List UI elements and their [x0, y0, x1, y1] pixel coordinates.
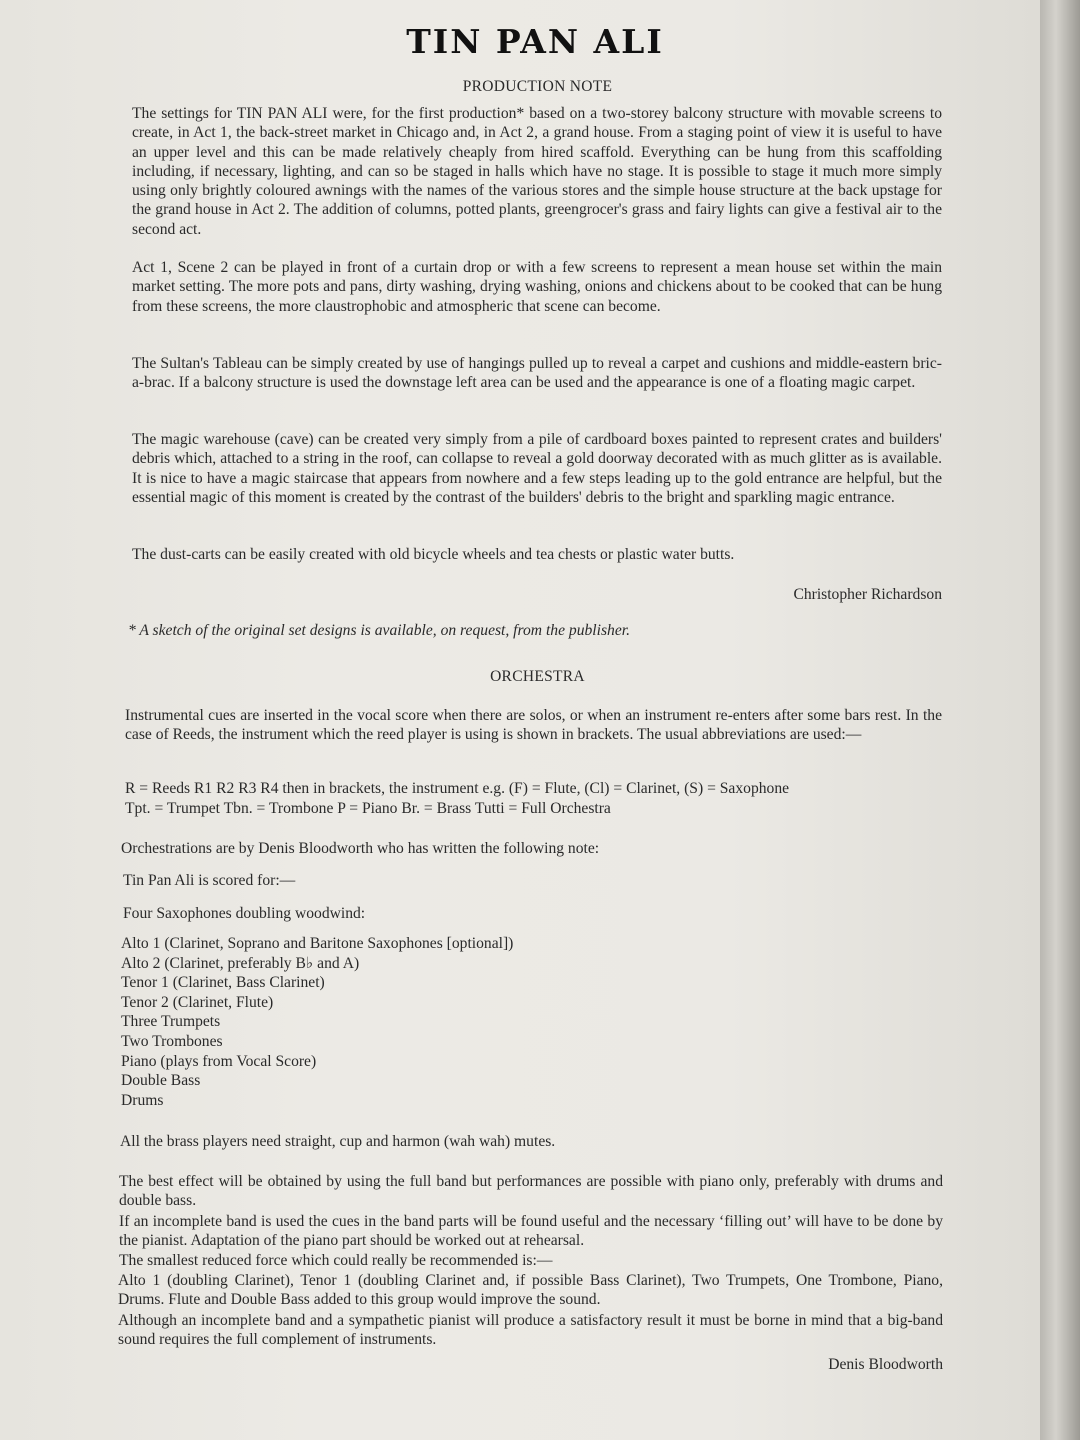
production-paragraph-5: The dust-carts can be easily created with old bicycle wheels and tea chests or plastic water butts. — [132, 546, 735, 563]
instrument-item: Three Trumpets — [121, 1013, 221, 1031]
orchestrations-note: Orchestrations are by Denis Bloodworth who has written the following note: — [121, 840, 600, 857]
orchestra-intro: Instrumental cues are inserted in the vocal score when there are solos, or when an instrument re-enters after some bars rest. In the case of Reeds, the instrument which the reed player is using is shown in brackets. The usual abbreviations are used:— — [125, 707, 942, 744]
instrument-item: Tenor 2 (Clarinet, Flute) — [121, 993, 274, 1011]
orchestra-signature: Denis Bloodworth — [828, 1356, 943, 1373]
production-paragraph-4: The magic warehouse (cave) can be created very simply from a pile of cardboard boxes painted to represent crates and builders' debris which, attached to a string in the roof, can collapse to reveal a gold doorway decorated with as much glitter as is available. It is nice to have a magic staircase that appears from nowhere and a few steps leading up to the gold entrance are helpful, but the essential magic of this moment is created by the contrast of the builders' debris to the bright and sparkling magic entrance. — [132, 431, 942, 506]
instrument-item: Tenor 1 (Clarinet, Bass Clarinet) — [121, 974, 325, 992]
final-note-5: Although an incomplete band and a sympathetic pianist will produce a satisfactory result it must be borne in mind that a big-band sound requires the full complement of instruments. — [118, 1312, 943, 1349]
instrument-list — [121, 934, 513, 1110]
abbreviations-line-2: Tpt. = Trumpet Tbn. = Trombone P = Piano Br. = Brass Tutti = Full Orchestra — [125, 800, 611, 817]
production-paragraph-2: Act 1, Scene 2 can be played in front of a curtain drop or with a few screens to represent a mean house set within the main market setting. The more pots and pans, dirty washing, drying washing, onions and chickens about to be cooked that can be hung from these screens, the more claustrophobic and atmospheric that scene can become. — [132, 259, 942, 315]
final-note-3: The smallest reduced force which could really be recommended is:— — [119, 1252, 553, 1269]
instrument-item: Piano (plays from Vocal Score) — [121, 1052, 317, 1070]
page-title: TIN PAN ALI — [406, 22, 664, 61]
final-note-2: If an incomplete band is used the cues in the band parts will be found useful and the necessary ‘filling out’ will have to be done by the pianist. Adaptation of the piano part should be worked out at rehearsal. — [119, 1213, 943, 1250]
production-note-heading: PRODUCTION NOTE — [462, 78, 613, 95]
instrument-item: Alto 1 (Clarinet, Soprano and Baritone Saxophones [optional]) — [121, 935, 514, 952]
abbreviations-line-1: R = Reeds R1 R2 R3 R4 then in brackets, the instrument e.g. (F) = Flute, (Cl) = Clarinet, (S) = Saxophone — [125, 780, 790, 797]
scored-for: Tin Pan Ali is scored for:— — [123, 872, 296, 889]
footnote: * A sketch of the original set designs is available, on request, from the publisher. — [128, 622, 630, 639]
instrument-item: Double Bass — [121, 1072, 201, 1090]
orchestra-heading: ORCHESTRA — [490, 668, 585, 685]
production-signature: Christopher Richardson — [793, 586, 942, 603]
brass-mutes-note: All the brass players need straight, cup and harmon (wah wah) mutes. — [120, 1133, 556, 1150]
instrument-item: Alto 2 (Clarinet, preferably B♭ and A) — [121, 954, 360, 972]
instrument-item: Two Trombones — [121, 1032, 223, 1050]
four-saxophones: Four Saxophones doubling woodwind: — [123, 905, 366, 922]
page-edge — [1040, 0, 1080, 1440]
production-paragraph-1: The settings for TIN PAN ALI were, for the first production* based on a two-storey balcony structure with movable screens to create, in Act 1, the back-street market in Chicago and, in Act 2, a grand house. From a staging point of view it is useful to have an upper level and this can be made relatively cheaply from hired scaffold. Everything can be hung from this scaffolding including, if necessary, lighting, and can so be staged in halls which have no stage. It is possible to stage it much more simply using only brightly coloured awnings with the names of the various stores and the simple house structure at the back upstage for the grand house in Act 2. The addition of columns, potted plants, greengrocer's grass and fairy lights can give a festival air to the second act. — [132, 105, 942, 238]
final-note-1: The best effect will be obtained by using the full band but performances are possible with piano only, preferably with drums and double bass. — [119, 1173, 943, 1210]
production-paragraph-3: The Sultan's Tableau can be simply created by use of hangings pulled up to reveal a carpet and cushions and middle-eastern bric-a-brac. If a balcony structure is used the downstage left area can be used and the appearance is one of a floating magic carpet. — [132, 355, 942, 392]
instrument-item: Drums — [121, 1091, 164, 1109]
final-note-4: Alto 1 (doubling Clarinet), Tenor 1 (doubling Clarinet and, if possible Bass Clarinet), Two Trumpets, One Trombone, Piano, Drums. Flute and Double Bass added to this group would improve the sound. — [118, 1272, 943, 1309]
